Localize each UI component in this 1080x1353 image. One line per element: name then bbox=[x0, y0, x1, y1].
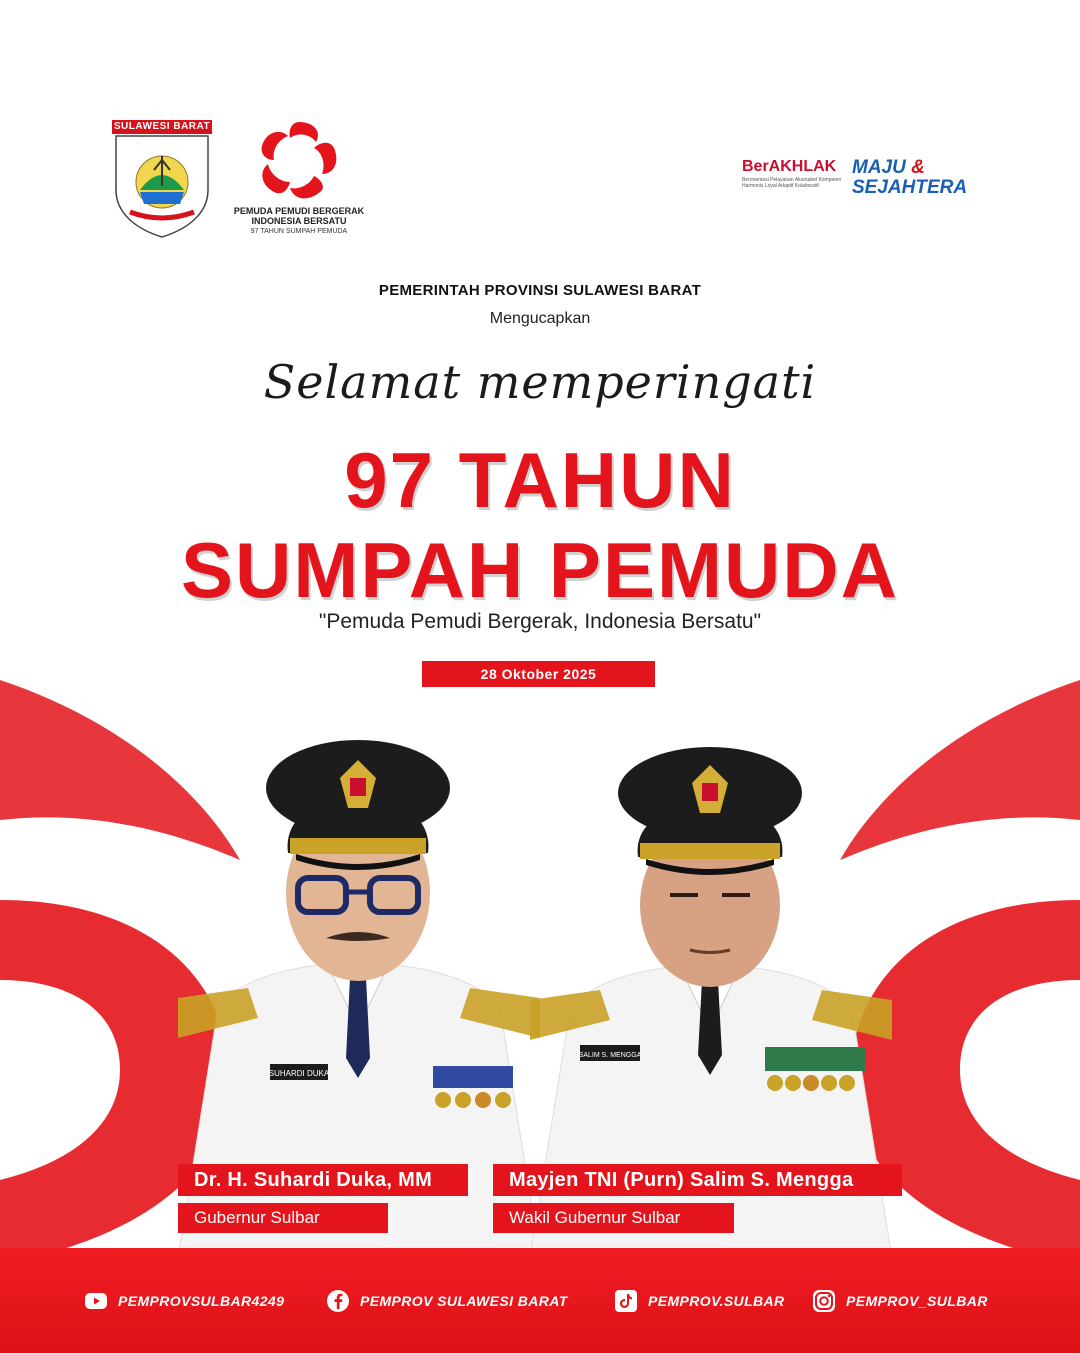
tagline: "Pemuda Pemudi Bergerak, Indonesia Bersatu" bbox=[318, 610, 762, 633]
tiktok-icon bbox=[614, 1289, 638, 1313]
vice-governor-name-tag: SALIM S. MENGGA bbox=[578, 1052, 642, 1059]
governor-name-card: Dr. H. Suhardi Duka, MM bbox=[178, 1164, 468, 1196]
governor-role-card: Gubernur Sulbar bbox=[178, 1203, 388, 1233]
governor-name-tag: SUHARDI DUKA bbox=[268, 1069, 330, 1078]
berakhlak-subtitle: Berorientasi Pelayanan Akuntabel Kompeten Harmonis Loyal Adaptif Kolaboratif bbox=[742, 177, 842, 189]
province-emblem-logo bbox=[110, 120, 214, 238]
maju-sejahtera-logo bbox=[852, 158, 972, 198]
instagram-link[interactable] bbox=[812, 1289, 988, 1313]
greeting-text: Mengucapkan bbox=[489, 310, 591, 327]
facebook-link[interactable] bbox=[326, 1289, 568, 1313]
instagram-icon bbox=[812, 1289, 836, 1313]
sumpah-pemuda-caption bbox=[232, 206, 366, 226]
youtube-link[interactable] bbox=[84, 1289, 284, 1313]
instagram-handle: PEMPROV_SULBAR bbox=[846, 1293, 988, 1309]
script-heading: Selamat memperingati bbox=[263, 355, 817, 409]
sumpah-pemuda-logo bbox=[232, 118, 366, 242]
tiktok-handle: PEMPROV.SULBAR bbox=[648, 1293, 785, 1309]
sumpah-pemuda-caption-small: 97 TAHUN SUMPAH PEMUDA bbox=[250, 228, 348, 235]
facebook-handle: PEMPROV SULAWESI BARAT bbox=[360, 1293, 568, 1309]
maju-word: MAJU bbox=[852, 157, 906, 178]
facebook-icon bbox=[326, 1289, 350, 1313]
maju-ampersand: & bbox=[911, 157, 925, 178]
footer-social-bar bbox=[0, 1248, 1080, 1353]
province-shield-icon bbox=[110, 120, 214, 238]
province-banner-text: SULAWESI BARAT bbox=[113, 121, 211, 132]
caption-line-2: INDONESIA BERSATU bbox=[251, 216, 347, 226]
date-badge: 28 Oktober 2025 bbox=[422, 661, 655, 687]
berakhlak-title: BerAKHLAK bbox=[742, 158, 837, 175]
vice-governor-role-card: Wakil Gubernur Sulbar bbox=[493, 1203, 734, 1233]
main-title-line-2: SUMPAH PEMUDA bbox=[181, 526, 899, 614]
sejahtera-word: SEJAHTERA bbox=[852, 177, 968, 198]
main-title-line-1: 97 TAHUN bbox=[344, 436, 736, 524]
medals-vice-governor bbox=[765, 1047, 865, 1091]
youtube-handle: PEMPROVSULBAR4249 bbox=[118, 1293, 285, 1309]
organization-name: PEMERINTAH PROVINSI SULAWESI BARAT bbox=[378, 282, 702, 299]
caption-line-1: PEMUDA PEMUDI BERGERAK bbox=[233, 206, 365, 216]
sumpah-pemuda-spiral-icon bbox=[254, 118, 344, 202]
youtube-icon bbox=[84, 1289, 108, 1313]
berakhlak-logo bbox=[742, 158, 852, 198]
vice-governor-name-card: Mayjen TNI (Purn) Salim S. Mengga bbox=[493, 1164, 902, 1196]
tiktok-link[interactable] bbox=[614, 1289, 785, 1313]
